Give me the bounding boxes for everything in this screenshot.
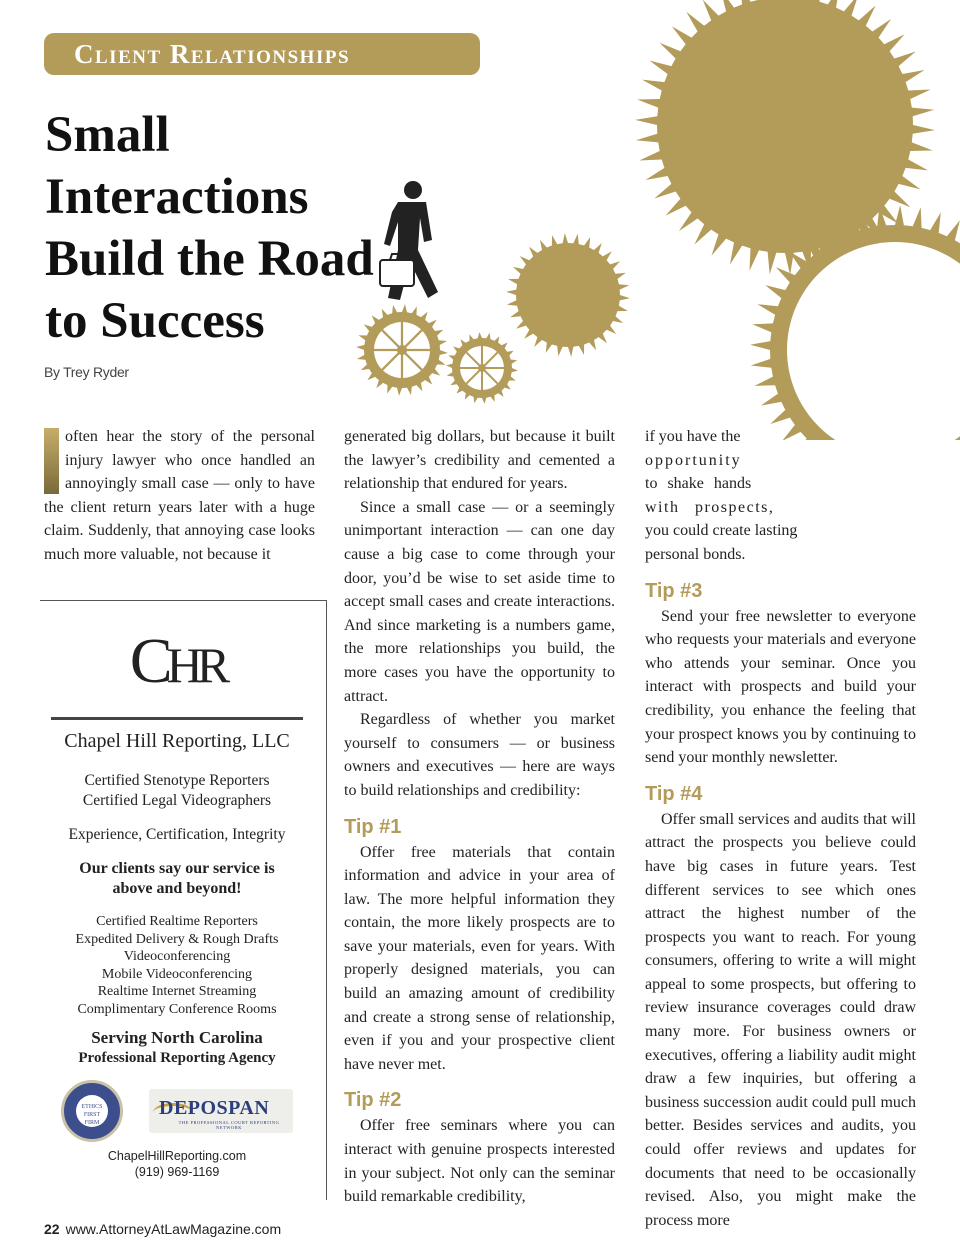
tip-heading: Tip #1 <box>344 815 402 838</box>
ad-badges <box>44 1080 310 1142</box>
paragraph: generated big dollars, but because it built the lawyer’s credibility and cemented a relationship that endured for years. <box>344 428 615 493</box>
gear-icon <box>356 304 448 396</box>
tip-text: Offer free seminars where you can interact with genuine prospects interested in your subject. Not only can the seminar build remarkable credibility, <box>344 1117 615 1206</box>
depospan-logo: DEPOSPAN THE PROFESSIONAL COURT REPORTING NETWORK <box>149 1089 293 1133</box>
article-title <box>45 104 375 352</box>
text-line: with prospects, <box>645 498 775 516</box>
title-line: Build the Road <box>45 231 374 287</box>
ad-phone: (919) 969-1169 <box>134 1165 220 1179</box>
tip-heading: Tip #4 <box>645 782 703 805</box>
service-item: Realtime Internet Streaming <box>97 984 257 999</box>
service-item: Mobile Videoconferencing <box>101 966 253 982</box>
page-number: 22 <box>44 1221 60 1237</box>
clients-line: Our clients say our service is <box>79 860 275 877</box>
ad-website: ChapelHillReporting.com <box>107 1149 247 1163</box>
ad-divider-right <box>326 600 327 1200</box>
clients-line: above and beyond! <box>112 880 242 897</box>
service-item: Expedited Delivery & Rough Drafts <box>75 931 279 947</box>
gears-illustration <box>340 0 960 440</box>
serving-line: Professional Reporting Agency <box>78 1050 276 1066</box>
paragraph: Since a small case — or a seemingly unimportant interaction — can one day cause a big case to come through your door, you’d be wise to set aside time to accept small cases and create interactions. And since marketing is a numbers game, the more relationships you build, the more cases you have the opportunity to attract. <box>344 498 615 705</box>
businessman-icon <box>380 181 438 300</box>
column-3 <box>645 425 916 1232</box>
lead-paragraph: often hear the story of the personal injury lawyer who once handled an annoyingly small case — only to have the client return years later with a huge claim. Suddenly, that annoying case looks much more valuable, not because it <box>44 428 315 563</box>
section-label: Client Relationships <box>74 39 351 69</box>
wrapped-lines <box>645 425 916 567</box>
paragraph: Regardless of whether you market yourself to consumers — or business owners and executives — here are ways to build relationships and credibility: <box>344 711 615 799</box>
text-line: personal bonds. <box>645 545 746 563</box>
values-line: Experience, Certification, Integrity <box>68 826 286 843</box>
tip-text: Send your free newsletter to everyone who requests your materials and everyone who attends your seminar. Once you interact with prospects and build your credibility, you enhance the feeling that your prospect knows you by continuing to send your monthly newsletter. <box>645 607 916 767</box>
column-1 <box>44 425 315 567</box>
footer-site: www.AttorneyAtLawMagazine.com <box>65 1221 282 1237</box>
text-line: if you have the <box>645 428 741 445</box>
page-footer <box>44 1221 281 1237</box>
ethics-seal-icon: ETHICS FIRST FIRM <box>61 1080 123 1142</box>
tip-heading: Tip #2 <box>344 1089 402 1112</box>
gear-icon <box>446 332 518 404</box>
ad-divider-top <box>40 600 327 601</box>
byline: By Trey Ryder <box>44 364 129 380</box>
tip-text: Offer small services and audits that will attract the prospects you believe could have big cases in future years. Test different services to see which ones attract the highest number of the prospects you want to reach. For young consumers, offering to write a will might appeal to some prospects, but offering to review insurance coverages could draw many more. For business owners or executives, offering a liability audit might draw a few inquiries, but offering a business succession audit could pull much better. Besides services and audits, you could offer reviews and updates for documents that need to be occasionally revised. Also, you might make the process more <box>645 810 916 1229</box>
tip-text: Offer free materials that contain information and advice in your area of law. The more helpful information they contain, the more likely prospects are to save your materials, even for years. With properly designed materials, you can build an amazing amount of credibility and create a strong sense of relationship, even if you and your prospective client have never met. <box>344 843 615 1073</box>
title-line: Interactions <box>45 169 309 225</box>
cert-line: Certified Stenotype Reporters <box>84 772 270 789</box>
chr-logo: CHR <box>129 625 225 696</box>
text-line: you could create lasting <box>645 522 798 540</box>
column-2 <box>344 425 615 1209</box>
company-name: Chapel Hill Reporting, LLC <box>64 730 290 752</box>
logo-rule <box>51 717 303 720</box>
title-line: to Success <box>45 293 265 349</box>
service-item: Videoconferencing <box>123 949 231 964</box>
text-line: to shake hands <box>645 475 752 493</box>
tip-heading: Tip #3 <box>645 579 703 602</box>
drop-cap <box>44 428 59 494</box>
title-line: Small <box>45 107 170 163</box>
service-item: Certified Realtime Reporters <box>96 914 258 929</box>
chapel-hill-ad <box>44 615 310 1180</box>
service-item: Complimentary Conference Rooms <box>77 1001 277 1017</box>
gear-icon <box>506 233 630 357</box>
serving-line: Serving North Carolina <box>91 1028 263 1047</box>
cert-line: Certified Legal Videographers <box>82 792 272 809</box>
text-line: opportunity <box>645 451 742 469</box>
